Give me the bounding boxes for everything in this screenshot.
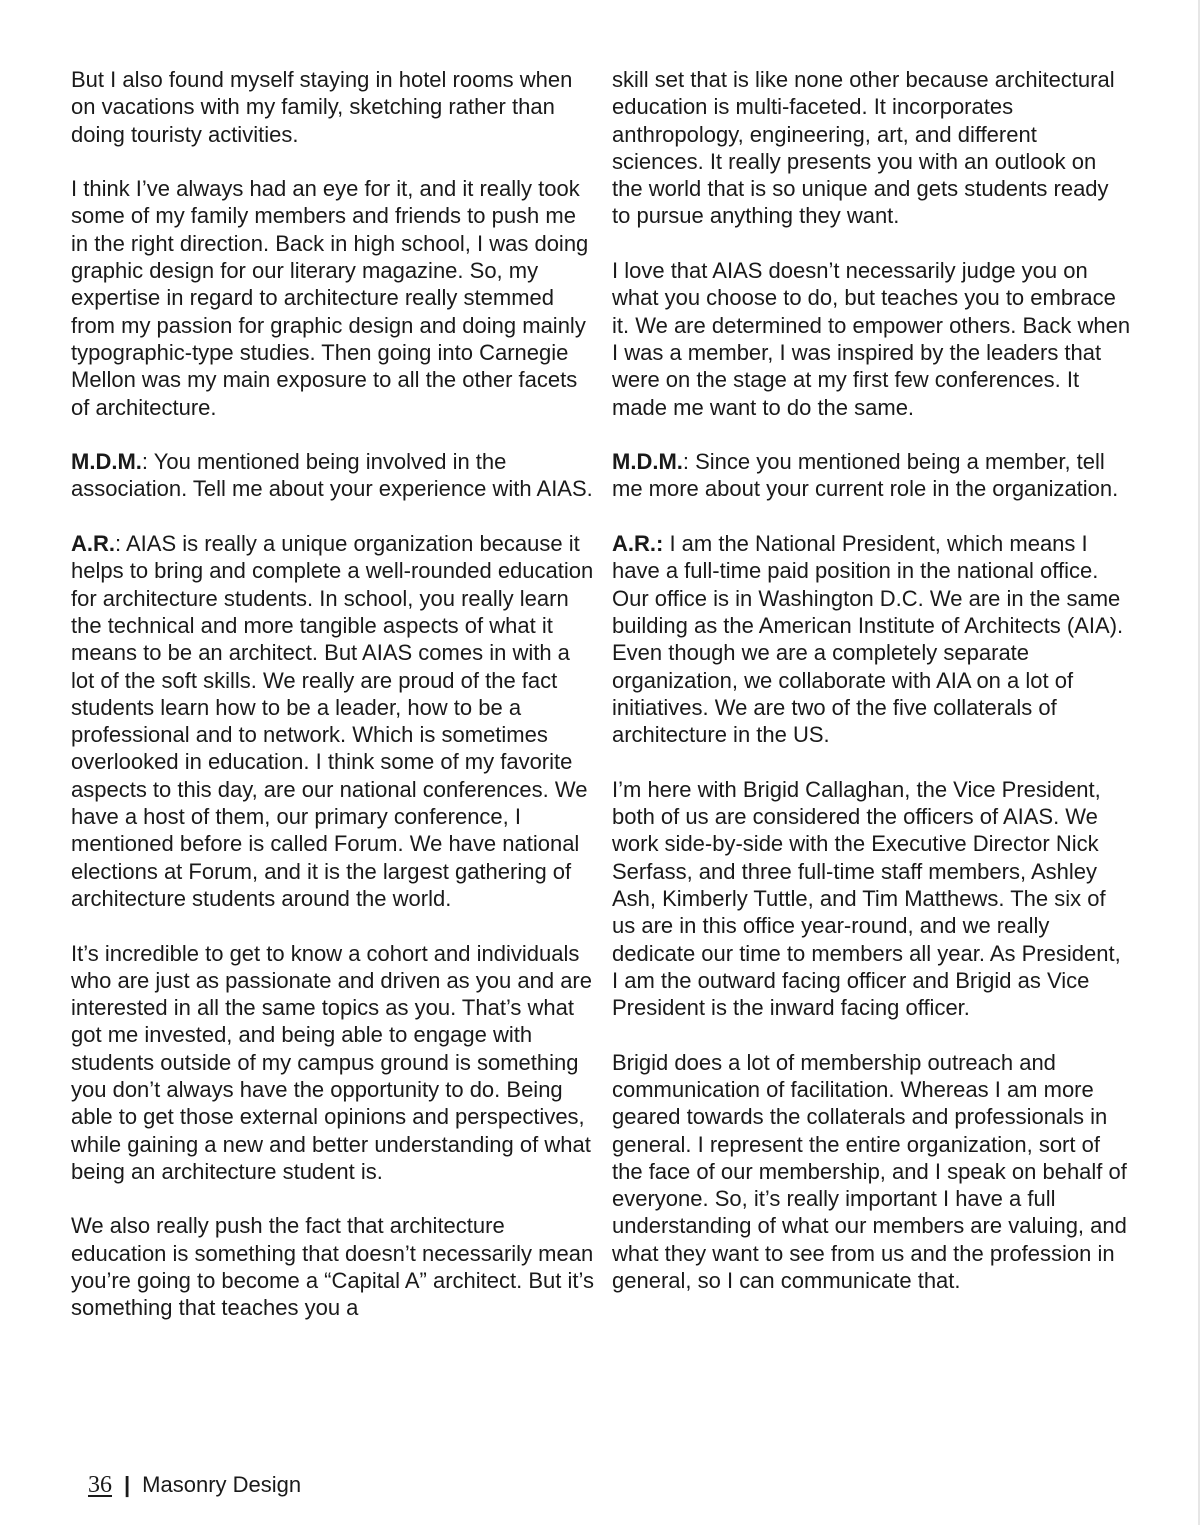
question-text: : You mentioned being involved in the association. Tell me about your experience with AIAS. [71,449,593,502]
speaker-label: A.R. [71,531,115,557]
paragraph: I think I’ve always had an eye for it, and it really took some of my family members and friends to push me in the right direction. Back in high school, I was doing graphic design for our literary magazine. So, my expertise in regard to architecture really stemmed from my passion for graphic design and doing mainly typographic-type studies. Then going into Carnegie Mellon was my main exposure to all the other facets of architecture. [71,176,589,420]
right-column [612,66,1132,1322]
paragraph: I’m here with Brigid Callaghan, the Vice President, both of us are considered the officers of AIAS. We work side-by-side with the Executive Director Nick Serfass, and three full-time staff members, Ashley Ash, Kimberly Tuttle, and Tim Matthews. The six of us are in this office year-round, and we really dedicate our time to members all year. As President, I am the outward facing officer and Brigid as Vice President is the inward facing officer. [612,776,1121,1021]
speaker-label: A.R.: [612,531,664,557]
interview-question [71,448,596,503]
paragraph: It’s incredible to get to know a cohort and individuals who are just as passionate and driven as you and are interested in all the same topics as you. That’s what got me invested, and being able to engage with students outside of my campus ground is something you don’t always have the opportunity to do. Being able to get those external opinions and perspectives, while gaining a new and better understanding of what being an architecture student is. [71,940,592,1184]
paragraph: I love that AIAS doesn’t necessarily judge you on what you choose to do, but teaches you to embrace it. We are determined to empower others. Back when I was a member, I was inspired by the leaders that were on the stage at my first few conferences. It made me want to do the same. [612,258,1131,420]
footer-separator: | [124,1472,131,1497]
interview-answer [71,530,596,912]
page-footer [88,1472,301,1499]
answer-text: : AIAS is really a unique organization because it helps to bring and complete a well-rounded education for architecture students. In school, you really learn the technical and more tangible aspects of what it means to be an architect. But AIAS comes in with a lot of the soft skills. We really are proud of the fact students learn how to be a leader, how to be a professional and to network. Which is sometimes overlooked in education. I think some of my favorite aspects to this day, are our national conferences. We have a host of them, our primary conference, I mentioned before is called Forum. We have national elections at Forum, and it is the largest gathering of architecture students around the world. [71,531,594,911]
question-text: : Since you mentioned being a member, tell me more about your current role in the organization. [612,449,1119,502]
paragraph: We also really push the fact that architecture education is something that doesn’t necessarily mean you’re going to become a “Capital A” architect. But it’s something that teaches you a [71,1213,594,1321]
interview-answer [612,530,1132,748]
publication-name: Masonry Design [142,1472,302,1497]
paragraph: But I also found myself staying in hotel rooms when on vacations with my family, sketching rather than doing touristy activities. [71,67,573,147]
left-column [71,66,596,1349]
paragraph: skill set that is like none other because architectural education is multi-faceted. It incorporates anthropology, engineering, art, and different sciences. It really presents you with an outlook on the world that is so unique and gets students ready to pursue anything they want. [612,67,1115,229]
page-number: 36 [88,1472,112,1498]
interview-question [612,448,1132,503]
paragraph: Brigid does a lot of membership outreach and communication of facilitation. Whereas I am more geared towards the collaterals and professionals in general. I represent the entire organization, sort of the face of our membership, and I speak on behalf of everyone. So, it’s really important I have a full understanding of what our members are valuing, and what they want to see from us and the profession in general, so I can communicate that. [612,1049,1127,1294]
speaker-label: M.D.M. [612,449,683,475]
answer-text: I am the National President, which means I have a full-time paid position in the national office. Our office is in Washington D.C. We are in the same building as the American Institute of Architects (AIA). Even though we are a completely separate organization, we collaborate with AIA on a lot of initiatives. We are two of the five collaterals of architecture in the US. [612,531,1124,748]
speaker-label: M.D.M. [71,449,142,475]
